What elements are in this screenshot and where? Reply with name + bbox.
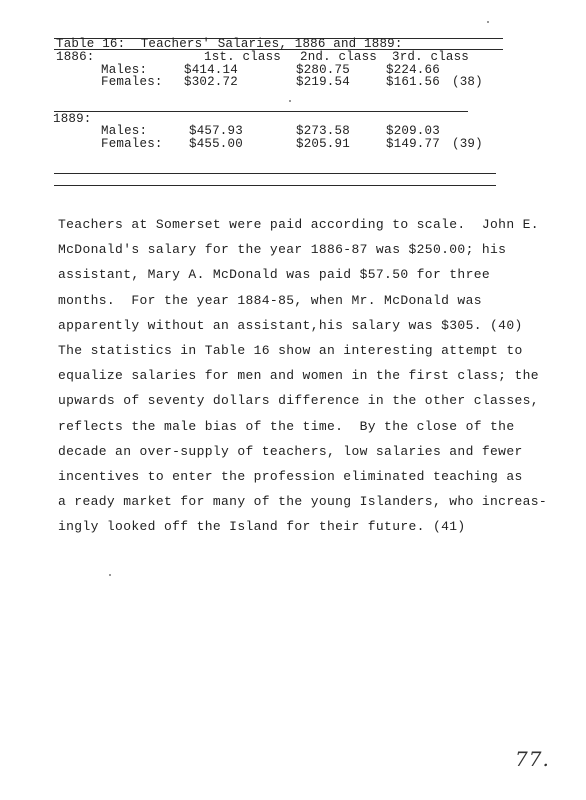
- cell-second-class: $219.54: [296, 75, 350, 89]
- page-number: 77.: [515, 747, 550, 771]
- scan-speck: [289, 100, 291, 102]
- paragraph-line: months. For the year 1884-85, when Mr. McDonald was: [58, 292, 482, 308]
- scan-speck: [487, 21, 489, 23]
- row-label: Males:: [101, 124, 148, 138]
- scan-speck: [109, 574, 111, 576]
- cell-second-class: $273.58: [296, 124, 350, 138]
- paragraph-line: apparently without an assistant,his salary was $305. (40): [58, 317, 523, 333]
- row-label: Males:: [101, 63, 148, 77]
- cell-first-class: $455.00: [189, 137, 243, 151]
- paragraph-line: Teachers at Somerset were paid according to scale. John E.: [58, 217, 539, 232]
- paragraph-line: decade an over-supply of teachers, low salaries and fewer: [58, 443, 523, 459]
- header-second-class: 2nd. class: [300, 50, 378, 64]
- table-closing-rule: [54, 185, 496, 186]
- paragraph-line: McDonald's salary for the year 1886-87 was $250.00; his: [58, 242, 507, 258]
- group-year-1889: 1889:: [53, 112, 92, 126]
- paragraph-line: equalize salaries for men and women in the first class; the: [58, 368, 539, 384]
- body-paragraph: [58, 212, 548, 539]
- row-label: Females:: [101, 137, 163, 151]
- group-year-1886: 1886:: [56, 50, 95, 64]
- cell-first-class: $457.93: [189, 124, 243, 138]
- paragraph-line: ingly looked off the Island for their future. (41): [58, 519, 466, 535]
- cell-third-class: $209.03: [386, 124, 440, 138]
- cell-third-class: $224.66: [386, 63, 440, 77]
- table-bottom-rule: [54, 173, 496, 174]
- paragraph-line: upwards of seventy dollars difference in the other classes,: [58, 393, 539, 409]
- cell-third-class: $161.56: [386, 75, 440, 89]
- cell-third-class: $149.77: [386, 137, 440, 151]
- cell-first-class: $302.72: [184, 75, 238, 89]
- header-first-class: 1st. class: [204, 50, 282, 64]
- paragraph-line: reflects the male bias of the time. By the close of the: [58, 418, 515, 434]
- paragraph-line: The statistics in Table 16 show an interesting attempt to: [58, 342, 523, 358]
- paragraph-line: a ready market for many of the young Islanders, who increas-: [58, 494, 548, 510]
- cell-second-class: $280.75: [296, 63, 350, 77]
- group-divider-rule: [54, 111, 468, 112]
- cell-first-class: $414.14: [184, 63, 238, 77]
- row-note: (38): [452, 75, 483, 89]
- header-third-class: 3rd. class: [392, 50, 470, 64]
- table-caption: Table 16: Teachers' Salaries, 1886 and 1889:: [56, 37, 403, 51]
- paragraph-line: assistant, Mary A. McDonald was paid $57.50 for three: [58, 267, 491, 283]
- paragraph-line: incentives to enter the profession eliminated teaching as: [58, 468, 523, 484]
- row-label: Females:: [101, 75, 163, 89]
- row-note: (39): [452, 137, 483, 151]
- cell-second-class: $205.91: [296, 137, 350, 151]
